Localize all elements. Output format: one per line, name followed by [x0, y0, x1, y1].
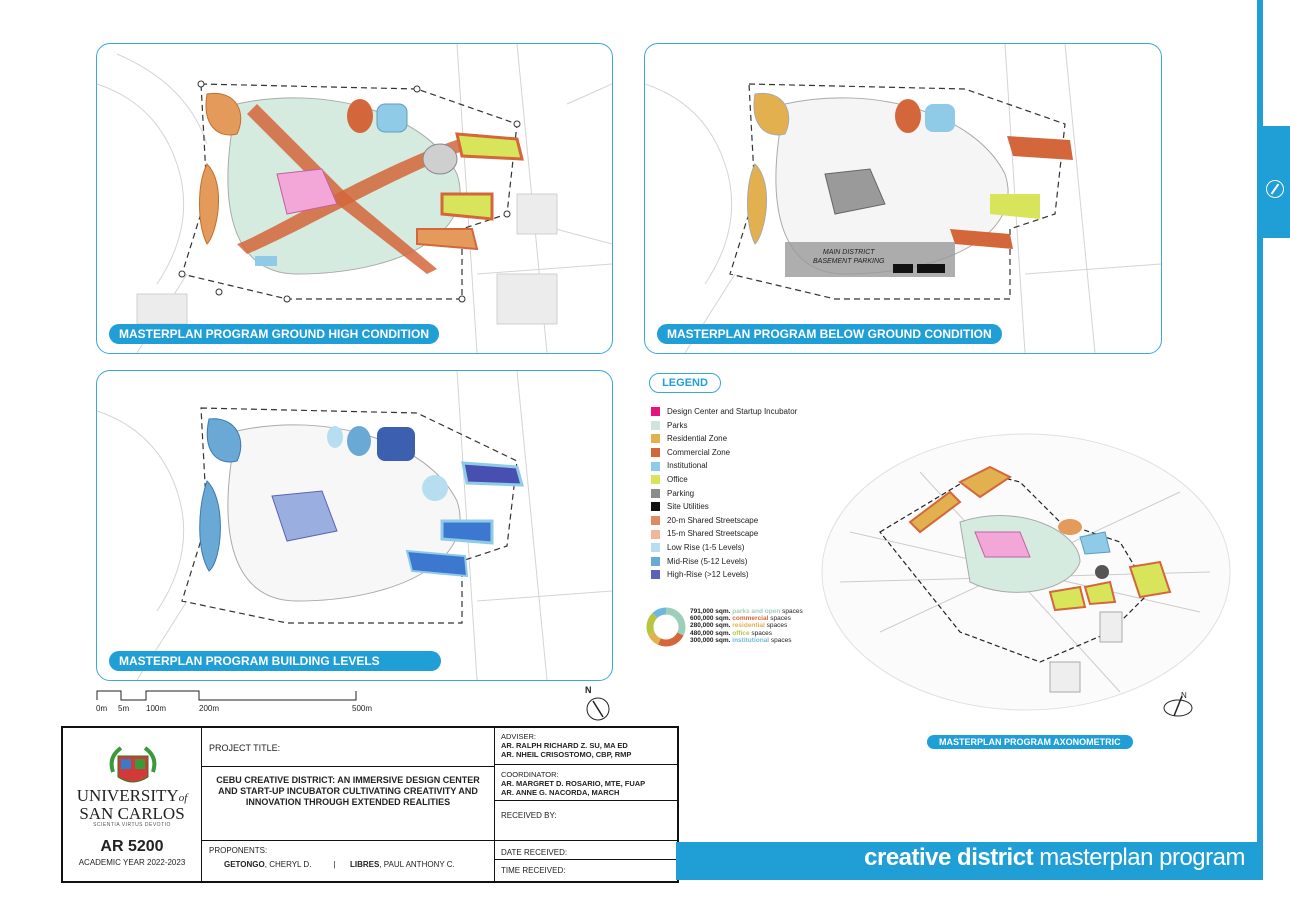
area-item: 791,000 sqm. parks and open spaces [690, 608, 803, 615]
project-title: CEBU CREATIVE DISTRICT: AN IMMERSIVE DESIGN CENTER AND START-UP INCUBATOR CULTIVATING CREATIVITY AND INNOVATION THROUGH EXTENDED REALITIES [216, 775, 480, 807]
approval-block [495, 728, 677, 881]
legend-label: Parks [667, 420, 688, 430]
area-list [690, 608, 803, 644]
donut-slice [651, 634, 659, 642]
legend-item [651, 555, 797, 569]
legend-swatch [651, 475, 660, 484]
title-block [61, 726, 679, 883]
building-levels-plan [97, 371, 612, 680]
legend-label: Site Utilities [667, 502, 709, 512]
adviser-2: AR. NHEIL CRISOSTOMO, CBP, RMP [501, 750, 632, 759]
university-seal-icon [103, 742, 163, 792]
legend-swatch [651, 543, 660, 552]
legend-swatch [651, 502, 660, 511]
panel-building-levels [96, 370, 613, 681]
legend-label: Parking [667, 488, 695, 498]
legend-swatch [651, 516, 660, 525]
project-title-label: PROJECT TITLE: [209, 743, 281, 753]
legend-swatch [651, 434, 660, 443]
legend-swatch [651, 421, 660, 430]
legend-item [651, 500, 797, 514]
panel-ground-high-label: MASTERPLAN PROGRAM GROUND HIGH CONDITION [109, 324, 439, 344]
panel-below-ground-label: MASTERPLAN PROGRAM BELOW GROUND CONDITION [657, 324, 1002, 344]
area-item: 600,000 sqm. commercial spaces [690, 615, 791, 623]
legend-label: High-Rise (>12 Levels) [667, 570, 749, 580]
course-code: AR 5200 [100, 838, 164, 855]
date-received: DATE RECEIVED: [501, 848, 568, 857]
legend-label: Residential Zone [667, 434, 728, 444]
north-arrow-icon [1160, 690, 1196, 723]
sheet-title-band [676, 842, 1263, 880]
legend-label: Office [667, 474, 688, 484]
compass-icon [1266, 180, 1284, 198]
legend-item [651, 514, 797, 528]
sheet-title: creative district masterplan program [864, 844, 1245, 871]
below-ground-plan [645, 44, 1161, 353]
university-motto: SCIENTIA VIRTUS DEVOTIO [93, 822, 171, 828]
coordinator-1: AR. MARGRET D. ROSARIO, MTE, FUAP [501, 779, 646, 788]
legend-item [651, 419, 797, 433]
legend-label: 20-m Shared Streetscape [667, 515, 759, 525]
axonometric-label: MASTERPLAN PROGRAM AXONOMETRIC [927, 735, 1133, 749]
area-item: 280,000 sqm. residential spaces [690, 622, 788, 630]
legend-swatch [651, 407, 660, 416]
legend-item [651, 527, 797, 541]
project-block [202, 728, 495, 881]
ground-high-plan [97, 44, 612, 353]
received-by: RECEIVED BY: [501, 811, 557, 820]
north-arrow-icon: N [585, 685, 613, 723]
legend-swatch [651, 489, 660, 498]
donut-slice [650, 616, 655, 634]
panel-ground-high [96, 43, 613, 354]
donut-slice [659, 634, 680, 643]
legend-item [651, 487, 797, 501]
proponents: GETONGO, CHERYL D. | LIBRES, PAUL ANTHONY C. [224, 860, 455, 869]
legend-label: Low Rise (1-5 Levels) [667, 542, 745, 552]
legend-label: Commercial Zone [667, 447, 731, 457]
legend-label: 15-m Shared Streetscape [667, 529, 759, 539]
legend-label: Design Center and Startup Incubator [667, 407, 798, 416]
area-item: 300,000 sqm. institutional spaces [690, 636, 792, 644]
legend-item [651, 473, 797, 487]
area-item: 480,000 sqm. office spaces [690, 629, 773, 637]
donut-slice [666, 611, 682, 634]
legend-item [651, 446, 797, 460]
panel-building-levels-label: MASTERPLAN PROGRAM BUILDING LEVELS [109, 651, 441, 671]
adviser-1: AR. RALPH RICHARD Z. SU, MA ED [501, 741, 628, 750]
legend-swatch [651, 462, 660, 471]
legend-swatch [651, 557, 660, 566]
university-block [63, 728, 202, 881]
legend-swatch [651, 448, 660, 457]
legend-item [651, 568, 797, 582]
coordinator-label: COORDINATOR: [501, 770, 559, 779]
legend-item [651, 541, 797, 555]
svg-text:N: N [1181, 691, 1187, 700]
legend-label: Mid-Rise (5-12 Levels) [667, 556, 748, 566]
legend-label: Institutional [667, 461, 708, 471]
axonometric-view [820, 432, 1232, 712]
legend-swatch [651, 530, 660, 539]
proponents-label: PROPONENTS: [209, 846, 268, 855]
donut-slice [655, 611, 666, 616]
legend-item [651, 405, 797, 419]
university-name: UNIVERSITYof SAN CARLOS [76, 786, 188, 823]
adviser-label: ADVISER: [501, 732, 537, 741]
academic-year: ACADEMIC YEAR 2022-2023 [78, 858, 186, 867]
area-donut [646, 607, 686, 652]
parking-label: MAIN DISTRICT BASEMENT PARKING [813, 249, 885, 265]
time-received: TIME RECEIVED: [501, 866, 566, 875]
panel-below-ground [644, 43, 1162, 354]
coordinator-2: AR. ANNE G. NACORDA, MARCH [501, 788, 620, 797]
legend-item [651, 432, 797, 446]
legend-list [651, 405, 797, 582]
legend-title: LEGEND [649, 373, 721, 393]
legend-swatch [651, 570, 660, 579]
legend-item [651, 459, 797, 473]
